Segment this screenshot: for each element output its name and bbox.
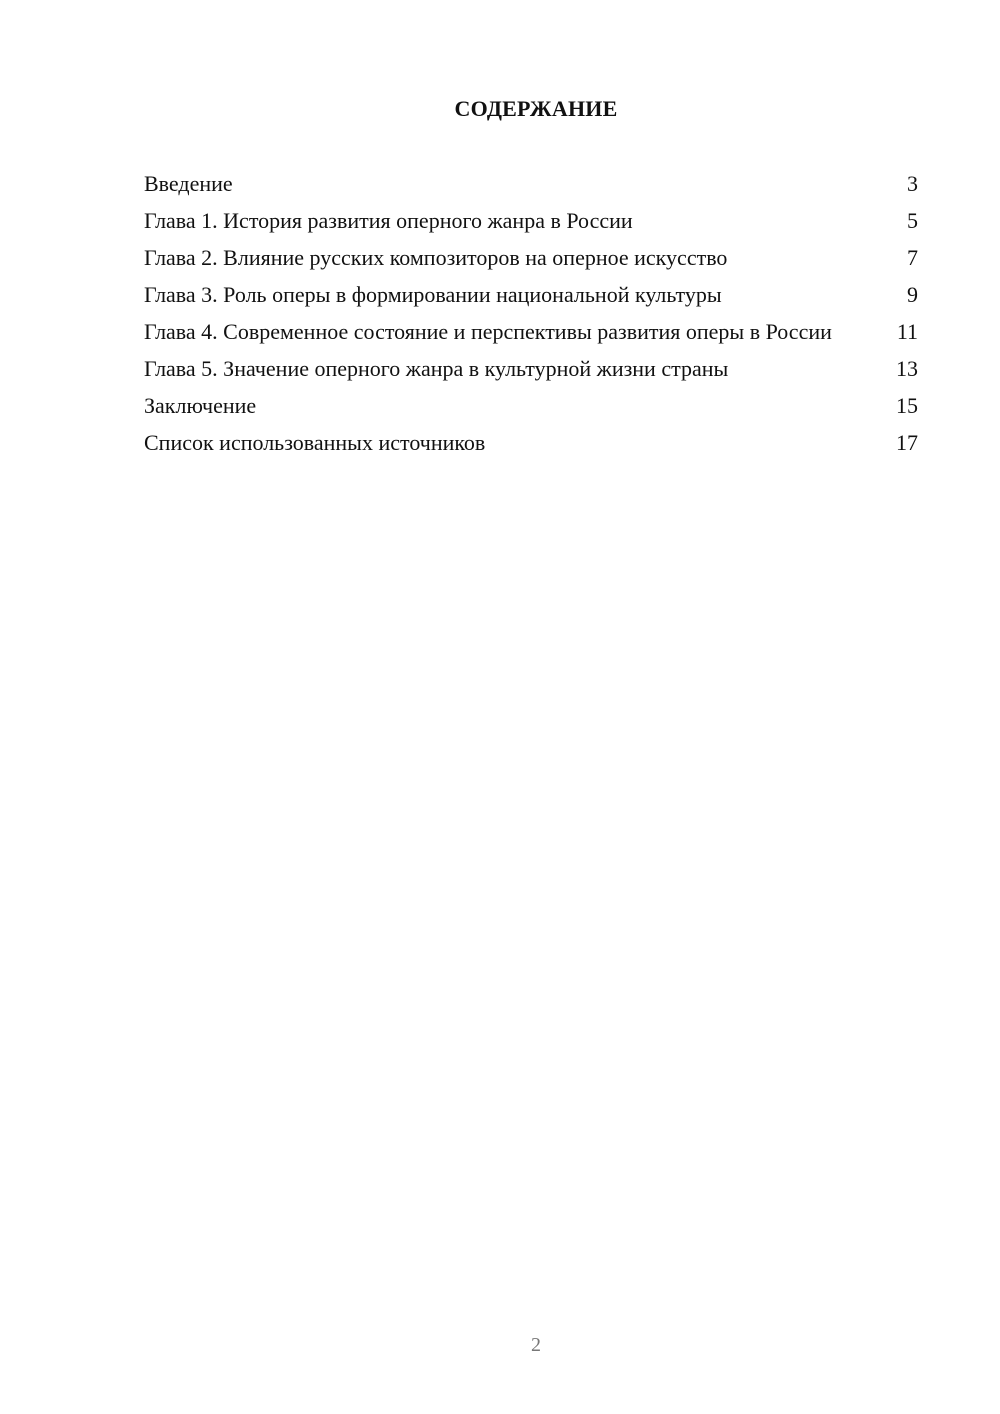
toc-entry-text: Глава 5. Значение оперного жанра в культурной жизни страны <box>144 356 729 381</box>
toc-entry-page: 11 <box>896 319 918 344</box>
page-title: СОДЕРЖАНИЕ <box>454 96 618 121</box>
toc-entry-text: Глава 2. Влияние русских композиторов на оперное искусство <box>144 245 728 270</box>
toc-entry-introduction <box>144 170 918 198</box>
toc-entry-page: 3 <box>907 171 918 196</box>
toc-entry-text: Список использованных источников <box>144 430 486 455</box>
toc-entry-chapter-1 <box>144 207 918 235</box>
page-number: 2 <box>531 1334 541 1356</box>
table-of-contents <box>144 170 918 466</box>
toc-entry-page: 5 <box>907 208 918 233</box>
toc-entry-page: 13 <box>896 356 918 381</box>
toc-entry-page: 15 <box>896 393 918 418</box>
toc-entry-chapter-4 <box>144 318 918 346</box>
toc-entry-text: Введение <box>144 171 233 196</box>
toc-entry-text: Глава 1. История развития оперного жанра в России <box>144 208 633 233</box>
toc-entry-chapter-3 <box>144 281 918 309</box>
toc-entry-conclusion <box>144 392 918 420</box>
toc-entry-text: Глава 4. Современное состояние и перспективы развития оперы в России <box>144 319 832 344</box>
toc-entry-page: 17 <box>896 430 918 455</box>
toc-entry-text: Заключение <box>144 393 257 418</box>
toc-entry-chapter-2 <box>144 244 918 272</box>
toc-entry-chapter-5 <box>144 355 918 383</box>
toc-entry-page: 9 <box>907 282 918 307</box>
toc-entry-page: 7 <box>907 245 918 270</box>
toc-entry-references <box>144 429 918 457</box>
toc-entry-text: Глава 3. Роль оперы в формировании национальной культуры <box>144 282 722 307</box>
